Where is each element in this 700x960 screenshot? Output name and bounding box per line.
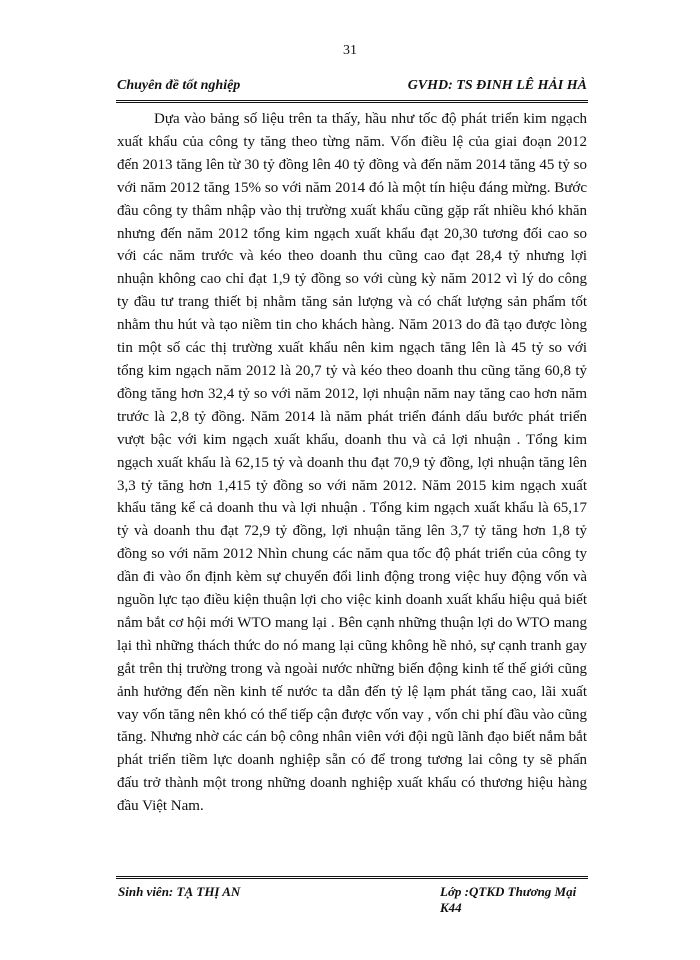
footer-class: Lớp :QTKD Thương Mại K44 [440,884,577,915]
page-header [117,78,587,94]
footer-divider [116,876,588,879]
footer-student: Sinh viên: TẠ THỊ AN [118,884,241,899]
header-document-type: Chuyên đề tốt nghiệp [117,78,241,93]
header-divider [116,100,588,103]
header-supervisor: GVHD: TS ĐINH LÊ HẢI HÀ [407,78,587,93]
page-number: 31 [343,43,357,58]
body-paragraph: Dựa vào bảng số liệu trên ta thấy, hầu như tốc độ phát triển kim ngạch xuất khẩu của công ty tăng theo từng năm. Vốn điều lệ của giai đoạn 2012 đến 2013 tăng lên từ 30 tỷ đồng lên 40 tỷ đồng và đến năm 2014 tăng 45 tỷ so với năm 2012 tăng 15% so với năm 2014 đó là một tín hiệu đáng mừng. Bước đầu công ty thâm nhập vào thị trường xuất khẩu cũng gặp rất nhiều khó khăn nhưng đến năm 2012 tổng kim ngạch xuất khẩu đạt 20,30 tương đối cao so với các năm trước và kéo theo doanh thu cũng cao đạt 28,4 tỷ nhưng lợi nhuận không cao chỉ đạt 1,9 tỷ đồng so với cùng kỳ năm 2012 vì lý do công ty đầu tư trang thiết bị nhằm tăng sản lượng và có chất lượng sản phẩm tốt nhằm thu hút và tạo niềm tin cho khách hàng. Năm 2013 do đã tạo được lòng tin một số các thị trường xuất khẩu nên kim ngạch tăng lên là 45 tỷ so với tổng kim ngạch năm 2012 là 20,7 tỷ và kéo theo doanh thu cũng tăng 60,8 tỷ đồng tăng hơn 32,4 tỷ so với năm 2012, lợi nhuận năm nay tăng cao hơn năm trước là 2,8 tỷ đồng. Năm 2014 là năm phát triển đánh dấu bước phát triển vượt bậc với kim ngạch xuất khẩu, doanh thu và cả lợi nhuận . Tổng kim ngạch xuất khẩu là 62,15 tỷ và doanh thu đạt 70,9 tỷ đồng, lợi nhuận tăng lên 3,3 tỷ tăng hơn 1,415 tỷ đồng so với năm 2012. Năm 2015 kim ngạch xuất khẩu tăng kể cả doanh thu và lợi nhuận . Tổng kim ngạch xuất khẩu là 65,17 tỷ và doanh thu đạt 72,9 tỷ đồng, lợi nhuận tăng lên 3,7 tỷ tăng hơn 1,8 tỷ đồng so với năm 2012 Nhìn chung các năm qua tốc độ phát triển của công ty dần đi vào ổn định kèm sự chuyển đổi linh động trong việc huy động vốn và nguồn lực tạo điều kiện thuận lợi cho việc kinh doanh xuất khẩu hiệu quả biết nắm bắt cơ hội mới WTO mang lại . Bên cạnh những thuận lợi do WTO mang lại thì những thách thức do nó mang lại cũng không hề nhỏ, sự cạnh tranh gay gắt trên thị trường trong và ngoài nước những biến động kinh tế thế giới cũng ảnh hưởng đến nền kinh tế nước ta dẫn đến tỷ lệ lạm phát tăng cao, lãi xuất vay vốn tăng nên khó có thể tiếp cận được vốn vay , vốn chi phí đầu vào cũng tăng. Nhưng nhờ các cán bộ công nhân viên với đội ngũ lãnh đạo biết nắm bắt phát triển tiềm lực doanh nghiệp sẵn có để trong tương lai công ty sẽ phấn đấu trở thành một trong những doanh nghiệp xuất khẩu có thương hiệu hàng đầu Việt Nam. [117,111,587,815]
